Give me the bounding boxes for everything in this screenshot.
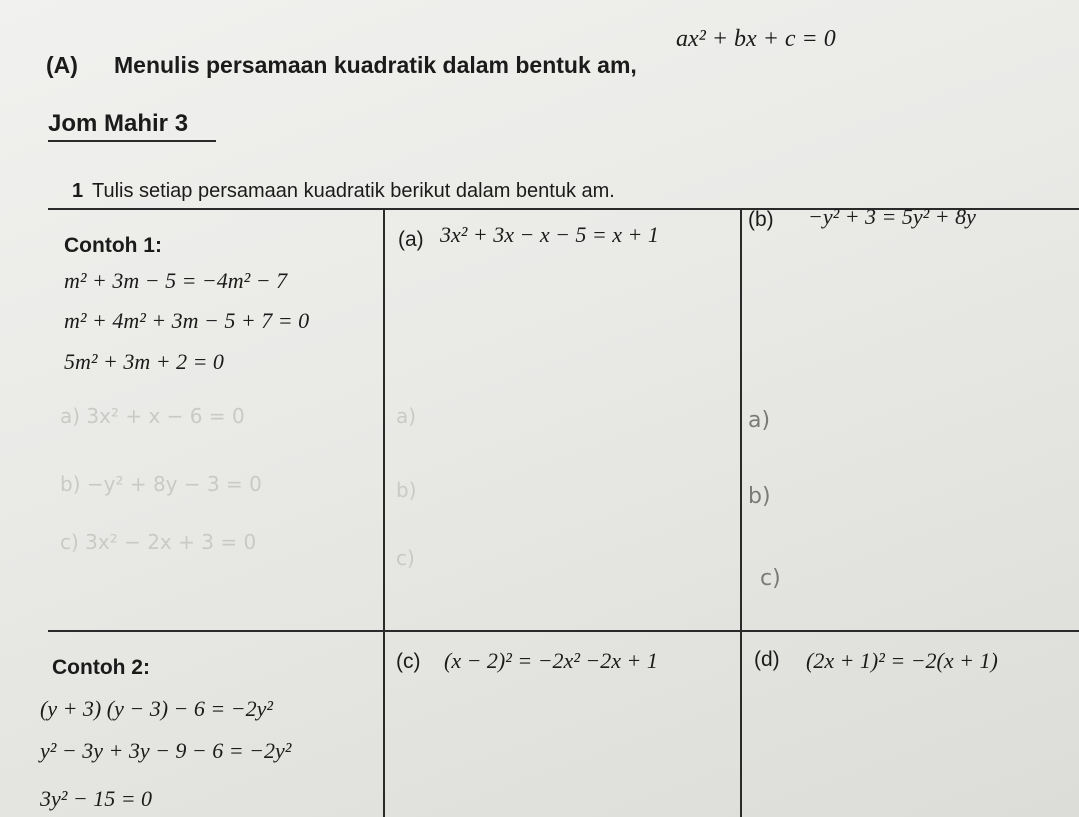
- contoh2-line-1: (y + 3) (y − 3) − 6 = −2y²: [40, 696, 273, 721]
- contoh2-line-2: y² − 3y + 3y − 9 − 6 = −2y²: [40, 738, 292, 763]
- section-marker: (A): [46, 52, 78, 78]
- part-b-equation: −y² + 3 = 5y² + 8y: [808, 204, 976, 229]
- general-form-formula: ax² + bx + c = 0: [676, 26, 836, 52]
- part-a-label: (a): [398, 228, 424, 251]
- table-column-divider-2: [740, 208, 742, 817]
- pencil-note-right-c: c): [760, 566, 781, 591]
- contoh2-line-3: 3y² − 15 = 0: [40, 786, 153, 811]
- pencil-note-left-c: c) 3x² − 2x + 3 = 0: [60, 530, 257, 554]
- part-b-label: (b): [748, 208, 774, 231]
- pencil-note-left-a: a) 3x² + x − 6 = 0: [60, 404, 245, 428]
- pencil-note-right-b: b): [748, 484, 771, 509]
- pencil-note-right-a: a): [748, 408, 771, 433]
- contoh1-line-1: m² + 3m − 5 = −4m² − 7: [64, 268, 288, 293]
- contoh2-label: Contoh 2:: [52, 656, 150, 679]
- contoh1-line-2: m² + 4m² + 3m − 5 + 7 = 0: [64, 308, 310, 333]
- pencil-note-mid-a: a): [396, 404, 417, 428]
- contoh1-line-3: 5m² + 3m + 2 = 0: [64, 349, 224, 374]
- part-a-equation: 3x² + 3x − x − 5 = x + 1: [440, 222, 659, 247]
- question-instruction: Tulis setiap persamaan kuadratik berikut dalam bentuk am.: [92, 180, 615, 202]
- pencil-note-mid-b: b): [396, 478, 417, 502]
- pencil-note-left-b: b) −y² + 8y − 3 = 0: [60, 472, 262, 496]
- jom-mahir-title: Jom Mahir 3: [48, 110, 189, 137]
- part-d-label: (d): [754, 648, 780, 671]
- part-c-equation: (x − 2)² = −2x² −2x + 1: [444, 648, 658, 673]
- contoh1-label: Contoh 1:: [64, 234, 162, 257]
- pencil-note-mid-c: c): [396, 546, 415, 570]
- section-title: Menulis persamaan kuadratik dalam bentuk am,: [114, 52, 637, 78]
- part-d-equation: (2x + 1)² = −2(x + 1): [806, 648, 998, 673]
- jom-mahir-underline: [48, 140, 216, 142]
- question-number: 1: [72, 180, 84, 202]
- part-c-label: (c): [396, 650, 421, 673]
- table-middle-border: [48, 630, 1079, 632]
- table-column-divider-1: [383, 208, 385, 817]
